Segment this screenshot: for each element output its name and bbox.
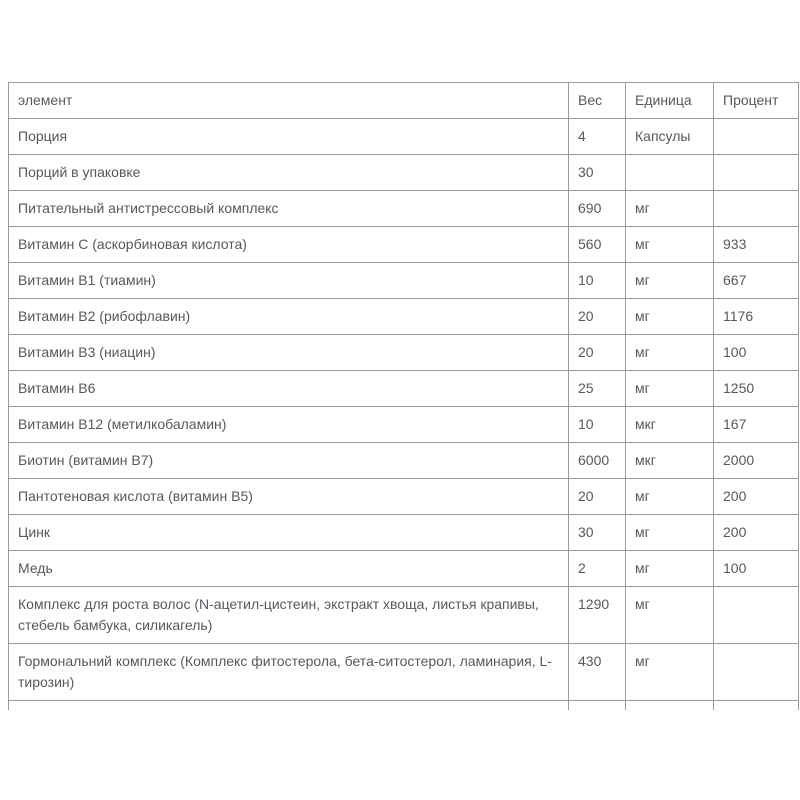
cell-element: Витамин C (аскорбиновая кислота) — [9, 227, 569, 263]
cell-element: Пантотеновая кислота (витамин B5) — [9, 479, 569, 515]
cell-percent: 100 — [714, 551, 799, 587]
cell-unit: мг — [626, 299, 714, 335]
cell-weight: 25 — [569, 371, 626, 407]
cell-percent — [714, 587, 799, 644]
cutoff-cell — [569, 701, 626, 710]
cell-weight: 10 — [569, 407, 626, 443]
cell-unit: мкг — [626, 407, 714, 443]
cell-percent — [714, 155, 799, 191]
cell-unit: мг — [626, 263, 714, 299]
table-row — [9, 299, 799, 335]
cell-weight: 30 — [569, 515, 626, 551]
table-row — [9, 551, 799, 587]
cutoff-cell — [626, 701, 714, 710]
cell-weight: 1290 — [569, 587, 626, 644]
cutoff-cell — [9, 701, 569, 710]
cell-unit: мг — [626, 335, 714, 371]
cell-percent — [714, 191, 799, 227]
cell-percent: 200 — [714, 479, 799, 515]
cell-unit: мг — [626, 227, 714, 263]
cell-element: Витамин B2 (рибофлавин) — [9, 299, 569, 335]
cell-weight: 30 — [569, 155, 626, 191]
column-header-unit: Единица — [626, 83, 714, 119]
column-header-element: элемент — [9, 83, 569, 119]
cell-weight: 4 — [569, 119, 626, 155]
table-row — [9, 479, 799, 515]
cutoff-cell — [714, 701, 799, 710]
cell-percent: 1250 — [714, 371, 799, 407]
cell-element: Комплекс для роста волос (N-ацетил-цистеин, экстракт хвоща, листья крапивы, стебель бамбука, силикагель) — [9, 587, 569, 644]
cell-percent — [714, 644, 799, 701]
cell-element: Биотин (витамин B7) — [9, 443, 569, 479]
table-row — [9, 155, 799, 191]
cell-element: Витамин B6 — [9, 371, 569, 407]
cell-weight: 690 — [569, 191, 626, 227]
cell-element: Порций в упаковке — [9, 155, 569, 191]
cell-unit: мг — [626, 644, 714, 701]
cell-element: Медь — [9, 551, 569, 587]
table-row — [9, 119, 799, 155]
cell-element: Гормональний комплекс (Комплекс фитостерола, бета-ситостерол, ламинария, L-тирозин) — [9, 644, 569, 701]
cell-unit: мг — [626, 551, 714, 587]
table-row — [9, 191, 799, 227]
table-row — [9, 263, 799, 299]
cell-unit: Капсулы — [626, 119, 714, 155]
cell-unit — [626, 155, 714, 191]
cell-element: Витамин B3 (ниацин) — [9, 335, 569, 371]
cell-unit: мг — [626, 515, 714, 551]
cell-weight: 6000 — [569, 443, 626, 479]
table-row — [9, 587, 799, 644]
table-header — [9, 83, 799, 119]
cell-element: Питательный антистрессовый комплекс — [9, 191, 569, 227]
cell-percent: 100 — [714, 335, 799, 371]
header-row — [9, 83, 799, 119]
cell-percent: 200 — [714, 515, 799, 551]
table-row — [9, 644, 799, 701]
cell-weight: 20 — [569, 479, 626, 515]
table-row — [9, 443, 799, 479]
table-body — [9, 119, 799, 701]
cell-weight: 430 — [569, 644, 626, 701]
cell-percent: 2000 — [714, 443, 799, 479]
table-row — [9, 407, 799, 443]
table-row — [9, 515, 799, 551]
cell-element: Порция — [9, 119, 569, 155]
cell-weight: 560 — [569, 227, 626, 263]
cell-weight: 20 — [569, 299, 626, 335]
nutrition-table-container — [8, 82, 799, 710]
cell-unit: мкг — [626, 443, 714, 479]
table-row — [9, 371, 799, 407]
cell-element: Цинк — [9, 515, 569, 551]
cell-unit: мг — [626, 587, 714, 644]
cell-percent — [714, 119, 799, 155]
cutoff-row — [9, 701, 799, 710]
cell-unit: мг — [626, 191, 714, 227]
nutrition-table — [8, 82, 799, 710]
cell-unit: мг — [626, 371, 714, 407]
cell-element: Витамин B1 (тиамин) — [9, 263, 569, 299]
cell-percent: 667 — [714, 263, 799, 299]
cell-percent: 1176 — [714, 299, 799, 335]
table-row — [9, 335, 799, 371]
cell-percent: 167 — [714, 407, 799, 443]
cell-weight: 2 — [569, 551, 626, 587]
column-header-percent: Процент — [714, 83, 799, 119]
cell-unit: мг — [626, 479, 714, 515]
cell-element: Витамин B12 (метилкобаламин) — [9, 407, 569, 443]
cell-percent: 933 — [714, 227, 799, 263]
cell-weight: 10 — [569, 263, 626, 299]
column-header-weight: Вес — [569, 83, 626, 119]
cell-weight: 20 — [569, 335, 626, 371]
table-row — [9, 227, 799, 263]
table-footer — [9, 701, 799, 710]
